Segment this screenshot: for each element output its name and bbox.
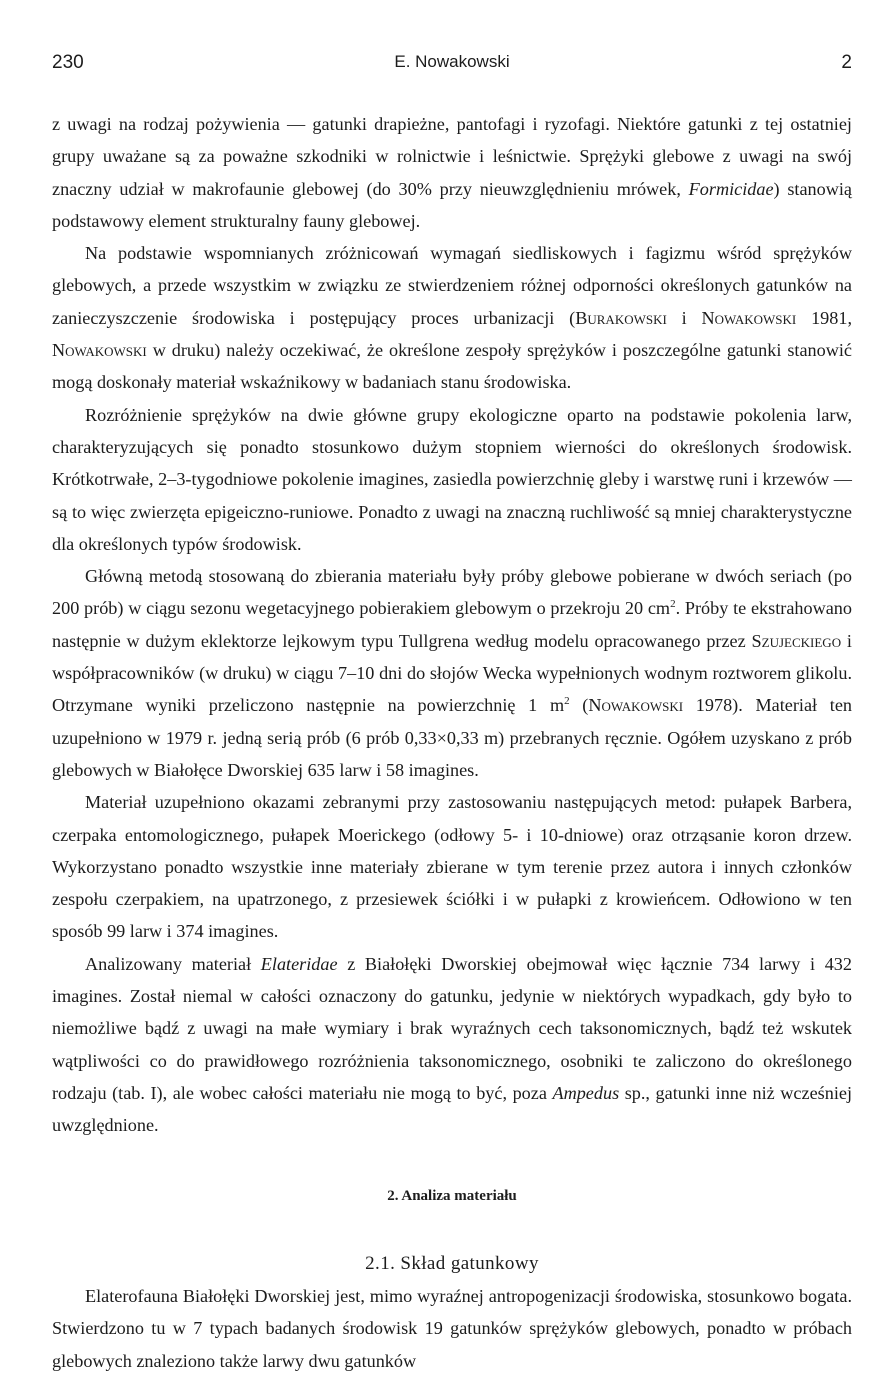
paragraph-2: [52, 237, 852, 398]
citation-author-nowakowski-1: Nowakowski: [701, 307, 797, 328]
section-heading: 2. Analiza materiału: [387, 1187, 517, 1204]
paragraph-4-text-d: (: [569, 695, 589, 716]
paragraph-2-text-c: 1981,: [796, 307, 852, 328]
citation-author-nowakowski-3: Nowakowski: [588, 695, 684, 716]
citation-author-szujeckiego: Szujeckiego: [751, 630, 842, 651]
running-header: [52, 52, 852, 82]
running-head-author: E. Nowakowski: [394, 52, 510, 71]
citation-author-nowakowski-2: Nowakowski: [52, 340, 147, 361]
citation-author-burakowski: Burakowski: [575, 307, 667, 328]
paragraph-6-text-a: Analizowany materiał: [85, 953, 261, 974]
paragraph-6-text-b: z Białołęki Dworskiej obejmował więc łącznie 734 larwy i 432 imagines. Został niemal w całości oznaczony do gatunku, jedynie w niektórych wypadkach, gdy było to niemożliwe bądź z uwagi na małe wymiary i brak wyraźnych cech taksonomicznych, bądź też wskutek wątpliwości co do prawidłowego rozróżnienia taksonomicznego, osobniki te zaliczono do określonego rodzaju (tab. I), ale wobec całości materiału nie mogą to być, poza: [52, 953, 852, 1103]
page-number: 230: [52, 52, 84, 73]
running-head-section-number: 2: [841, 52, 852, 73]
paragraph-7: Elaterofauna Białołęki Dworskiej jest, mimo wyraźnej antropogenizacji środowiska, stosunkowo bogata. Stwierdzono tu w 7 typach badanych środowisk 19 gatunków sprężyków glebowych, ponadto w próbach glebowych znaleziono także larwy dwu gatunków: [52, 1286, 852, 1371]
paragraph-4-text-c: i współpracowników (w druku) w ciągu 7–10 dni do słojów Wecka wypełnionych wodnym roztworem glikolu. Otrzymane wyniki przeliczono następnie na powierzchnię 1 m: [52, 630, 852, 716]
paragraph-6-text-c: sp., gatunki inne niż wcześniej uwzględnione.: [52, 1082, 852, 1136]
italic-term-formicidae: Formicidae: [688, 178, 774, 199]
paragraph-4-text-b: . Próby te ekstrahowano następnie w dużym eklektorze lejkowym typu Tullgrena według modelu opracowanego przez: [52, 598, 852, 651]
paragraph-2-text-a: Na podstawie wspomnianych zróżnicowań wymagań siedliskowych i fagizmu wśród sprężyków glebowych, a przede wszystkim w związku ze stwierdzeniem różnej odporności określonych gatunków na zanieczyszczenie środowiska i postępujący proces urbanizacji (: [52, 243, 852, 328]
paragraph-1-end: ) stanowią podstawowy element strukturalny fauny glebowej.: [52, 178, 852, 231]
paragraph-3: Rozróżnienie sprężyków na dwie główne grupy ekologiczne oparto na podstawie pokolenia larw, charakteryzujących się ponadto stosunkowo dużym stopniem wierności do określonych środowisk. Krótkotrwałe, 2–3-tygodniowe pokolenie imagines, zasiedla powierzchnię gleby i warstwę runi i krzewów — są to więc zwierzęta epigeiczno-runiowe. Ponadto z uwagi na znaczną ruchliwość są mniej charakterystyczne dla określonych typów środowisk.: [52, 404, 852, 554]
paragraph-6: [52, 948, 852, 1142]
paragraph-5: Materiał uzupełniono okazami zebranymi przy zastosowaniu następujących metod: pułapek Barbera, czerpaka entomologicznego, pułapek Moerickego (odłowy 5- i 10-dniowe) oraz otrząsanie koron drzew. Wykorzystano ponadto wszystkie inne materiały zbierane w tym terenie przez autora i innych członków zespołu czerpakiem, na upatrzonego, z przesiewek ściółki i w pułapki z krowieńcem. Odłowiono w ten sposób 99 larw i 374 imagines.: [52, 792, 852, 942]
page: [52, 52, 852, 1377]
paragraph-1: [52, 108, 852, 237]
italic-term-elateridae: Elateridae: [260, 953, 338, 974]
subsection-heading: 2.1. Skład gatunkowy: [365, 1252, 539, 1274]
superscript-1: 2: [670, 598, 676, 611]
paragraph-1-text: z uwagi na rodzaj pożywienia — gatunki drapieżne, pantofagi i ryzofagi. Niektóre gatunki z tej ostatniej grupy uważane są za poważne szkodniki w rolnictwie i leśnictwie. Sprężyki glebowe z uwagi na swój znaczny udział w makrofaunie glebowej (do 30% przy nieuwzględnieniu mrówek,: [52, 114, 852, 199]
body-text: [52, 108, 852, 1377]
superscript-2: 2: [564, 695, 570, 708]
italic-term-ampedus: Ampedus: [552, 1082, 620, 1103]
paragraph-4: [52, 560, 852, 786]
paragraph-2-text-d: w druku) należy oczekiwać, że określone zespoły sprężyków i poszczególne gatunki stanowić mogą doskonały materiał wskaźnikowy w badaniach stanu środowiska.: [52, 340, 852, 393]
paragraph-4-text-e: 1978). Materiał ten uzupełniono w 1979 r. jedną serią prób (6 prób 0,33×0,33 m) przebranych ręcznie. Ogółem uzyskano z prób glebowych w Białołęce Dworskiej 635 larw i 58 imagines.: [52, 695, 852, 780]
paragraph-4-text-a: Główną metodą stosowaną do zbierania materiału były próby glebowe pobierane w dwóch seriach (po 200 prób) w ciągu sezonu wegetacyjnego pobierakiem glebowym o przekroju 20 cm: [52, 566, 852, 619]
paragraph-2-text-b: i: [666, 307, 702, 328]
